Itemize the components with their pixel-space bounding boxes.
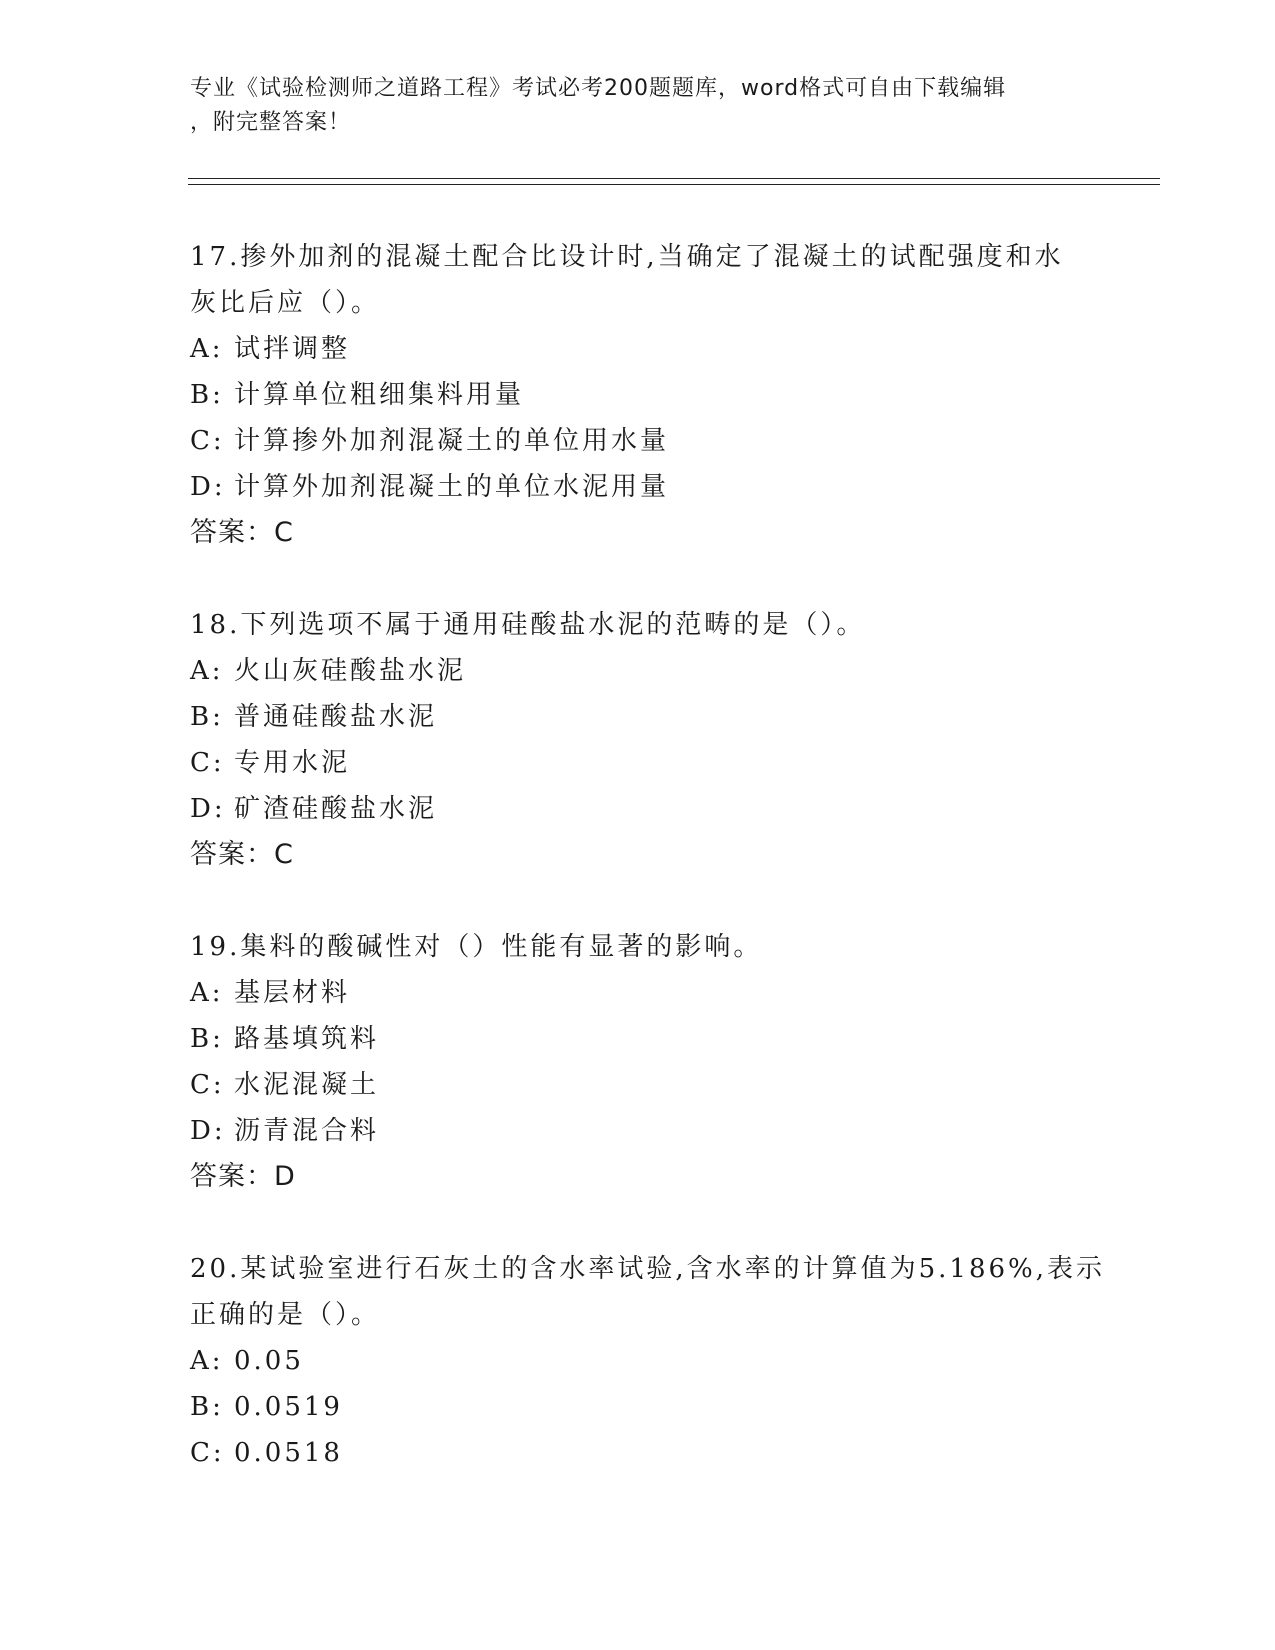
option-key: D:: [190, 794, 226, 824]
question-text-line: 18.下列选项不属于通用硅酸盐水泥的范畴的是（）。: [190, 610, 866, 640]
option-key: A:: [190, 978, 224, 1008]
option-a: [190, 970, 1110, 1016]
option-c: [190, 1430, 1110, 1476]
option-key: D:: [190, 472, 226, 502]
option-text: 路基填筑料: [234, 1024, 380, 1054]
option-text: 计算单位粗细集料用量: [234, 380, 525, 410]
option-b: [190, 1384, 1110, 1430]
option-key: C:: [190, 1070, 225, 1100]
option-text: 0.0518: [234, 1438, 343, 1468]
option-d: [190, 786, 1110, 832]
answer: 答案：D: [190, 1161, 296, 1192]
option-text: 计算掺外加剂混凝土的单位用水量: [234, 426, 670, 456]
option-text: 沥青混合料: [234, 1116, 380, 1146]
question-text-line: 19.集料的酸碱性对（）性能有显著的影响。: [190, 932, 763, 962]
question-17: [190, 234, 1110, 556]
option-text: 专用水泥: [234, 748, 351, 778]
option-d: [190, 1108, 1110, 1154]
question-20: [190, 1246, 1110, 1476]
header-line-1: 专业《试验检测师之道路工程》考试必考200题题库，word格式可自由下载编辑: [190, 76, 1007, 101]
option-key: A:: [190, 334, 224, 364]
option-key: B:: [190, 702, 224, 732]
question-text-line: 20.某试验室进行石灰土的含水率试验,含水率的计算值为5.186%,表示: [190, 1254, 1106, 1284]
option-a: [190, 1338, 1110, 1384]
option-key: B:: [190, 1392, 224, 1422]
question-text-line: 正确的是（）。: [190, 1300, 381, 1330]
question-text-line: 17.掺外加剂的混凝土配合比设计时,当确定了混凝土的试配强度和水: [190, 242, 1064, 272]
question-19: [190, 924, 1110, 1200]
option-key: C:: [190, 748, 225, 778]
option-key: B:: [190, 380, 224, 410]
option-key: D:: [190, 1116, 226, 1146]
option-c: [190, 418, 1110, 464]
option-b: [190, 694, 1110, 740]
option-text: 普通硅酸盐水泥: [234, 702, 438, 732]
option-key: C:: [190, 426, 225, 456]
option-key: A:: [190, 1346, 224, 1376]
option-d: [190, 464, 1110, 510]
option-b: [190, 1016, 1110, 1062]
option-b: [190, 372, 1110, 418]
question-text-line: 灰比后应（）。: [190, 288, 381, 318]
option-text: 0.0519: [234, 1392, 343, 1422]
document-header: [190, 72, 1080, 140]
option-text: 0.05: [234, 1346, 304, 1376]
answer: 答案：C: [190, 839, 294, 870]
header-divider-top: [188, 178, 1160, 179]
option-text: 计算外加剂混凝土的单位水泥用量: [234, 472, 670, 502]
option-text: 矿渣硅酸盐水泥: [234, 794, 438, 824]
option-c: [190, 740, 1110, 786]
question-list: [190, 234, 1110, 1522]
option-text: 试拌调整: [234, 334, 351, 364]
option-a: [190, 648, 1110, 694]
question-18: [190, 602, 1110, 878]
header-divider-bottom: [188, 184, 1160, 185]
option-a: [190, 326, 1110, 372]
option-key: C:: [190, 1438, 225, 1468]
answer: 答案：C: [190, 517, 294, 548]
option-c: [190, 1062, 1110, 1108]
option-text: 基层材料: [234, 978, 351, 1008]
option-text: 火山灰硅酸盐水泥: [234, 656, 467, 686]
header-line-2: ，附完整答案！: [190, 110, 352, 135]
option-key: A:: [190, 656, 224, 686]
option-key: B:: [190, 1024, 224, 1054]
option-text: 水泥混凝土: [234, 1070, 380, 1100]
